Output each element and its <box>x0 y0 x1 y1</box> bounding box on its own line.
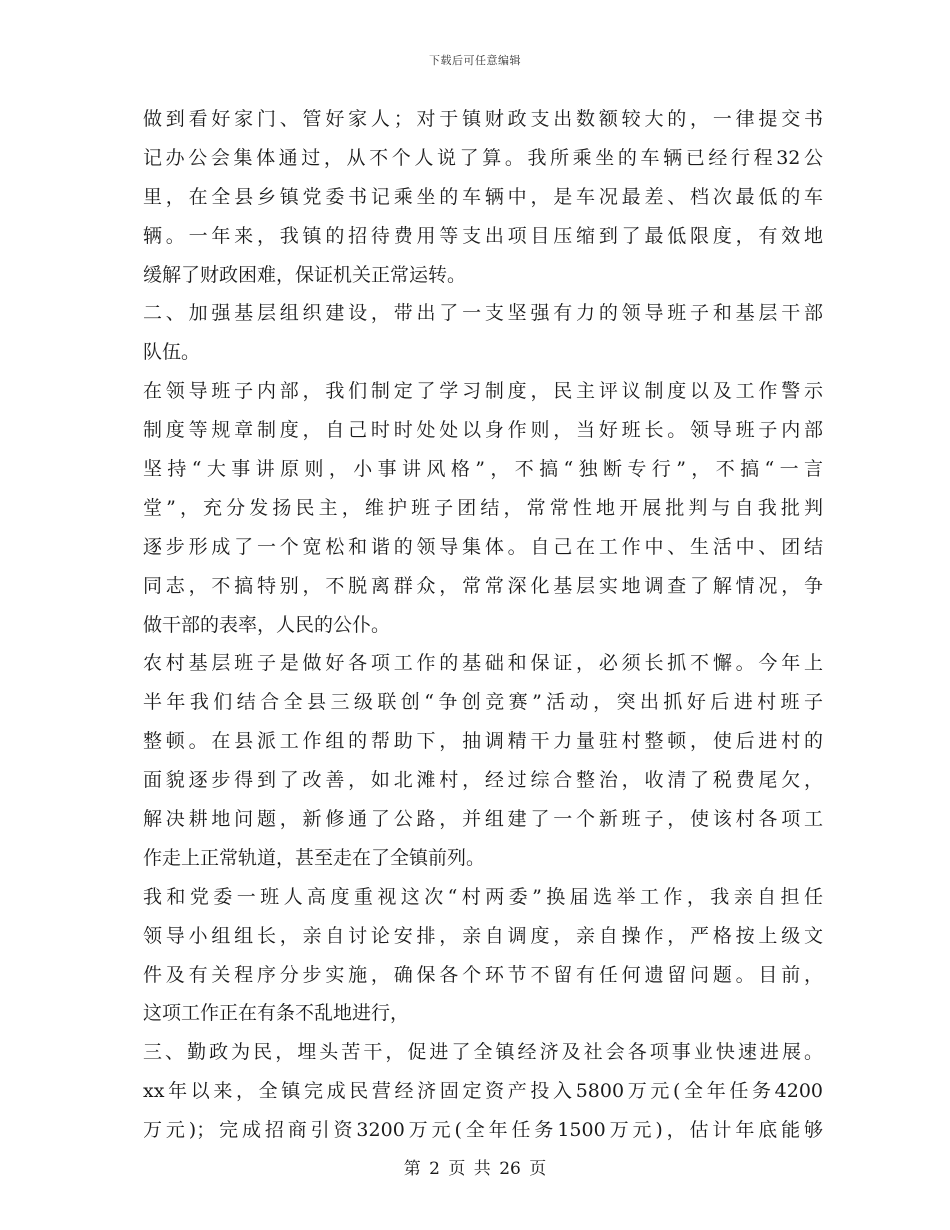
text-line: 缓解了财政困难，保证机关正常运转。 <box>143 263 467 286</box>
text-line: 制度等规章制度，自己时时处处以身作则，当好班长。领导班子内部 <box>143 419 823 442</box>
text-line: 同志，不搞特别，不脱离群众，常常深化基层实地调查了解情况，争 <box>143 574 823 597</box>
text-line: 解决耕地问题，新修通了公路，并组建了一个新班子，使该村各项工 <box>143 808 823 831</box>
text-line: 在领导班子内部，我们制定了学习制度，民主评议制度以及工作警示 <box>143 380 823 403</box>
text-line: 逐步形成了一个宽松和谐的领导集体。自己在工作中、生活中、团结 <box>143 535 823 558</box>
text-line: 半年我们结合全县三级联创“争创竞赛”活动，突出抓好后进村班子 <box>143 691 823 714</box>
text-line: 农村基层班子是做好各项工作的基础和保证，必须长抓不懈。今年上 <box>143 652 823 675</box>
document-body <box>143 100 823 1150</box>
text-line: 做到看好家门、管好家人；对于镇财政支出数额较大的，一律提交书 <box>143 108 823 130</box>
text-line: 万元)；完成招商引资3200万元(全年任务1500万元)，估计年底能够 <box>143 1119 823 1142</box>
text-line: 整顿。在县派工作组的帮助下，抽调精干力量驻村整顿，使后进村的 <box>143 730 823 753</box>
text-line: 辆。一年来，我镇的招待费用等支出项目压缩到了最低限度，有效地 <box>143 224 823 247</box>
text-line: 领导小组组长，亲自讨论安排，亲自调度，亲自操作，严格按上级文 <box>143 924 823 947</box>
text-line: 队伍。 <box>143 341 201 364</box>
text-line: 件及有关程序分步实施，确保各个环节不留有任何遗留问题。目前， <box>143 963 823 986</box>
text-line: 坚持“大事讲原则，小事讲风格”，不搞“独断专行”，不搞“一言 <box>143 458 823 481</box>
text-line: 记办公会集体通过，从不个人说了算。我所乘坐的车辆已经行程32公 <box>143 146 823 169</box>
text-line: 我和党委一班人高度重视这次“村两委”换届选举工作，我亲自担任 <box>143 885 823 908</box>
text-line: 堂”，充分发扬民主，维护班子团结，常常性地开展批判与自我批判 <box>143 496 823 519</box>
text-line: 这项工作正在有条不乱地进行， <box>143 1002 410 1025</box>
page-footer: 第 2 页 共 26 页 <box>403 1159 547 1179</box>
text-line: 二、加强基层组织建设，带出了一支坚强有力的领导班子和基层干部 <box>143 302 823 325</box>
text-line: 面貌逐步得到了改善，如北滩村，经过综合整治，收清了税费尾欠， <box>143 769 823 792</box>
text-line: 里，在全县乡镇党委书记乘坐的车辆中，是车况最差、档次最低的车 <box>143 185 823 208</box>
page-header: 下载后可任意编辑 <box>429 54 521 67</box>
text-line: 做干部的表率，人民的公仆。 <box>143 613 391 636</box>
text-line: 作走上正常轨道，甚至走在了全镇前列。 <box>143 846 486 869</box>
text-line: 三、勤政为民，埋头苦干，促进了全镇经济及社会各项事业快速进展。 <box>143 1041 823 1064</box>
text-line: xx年以来，全镇完成民营经济固定资产投入5800万元(全年任务4200 <box>143 1080 823 1103</box>
